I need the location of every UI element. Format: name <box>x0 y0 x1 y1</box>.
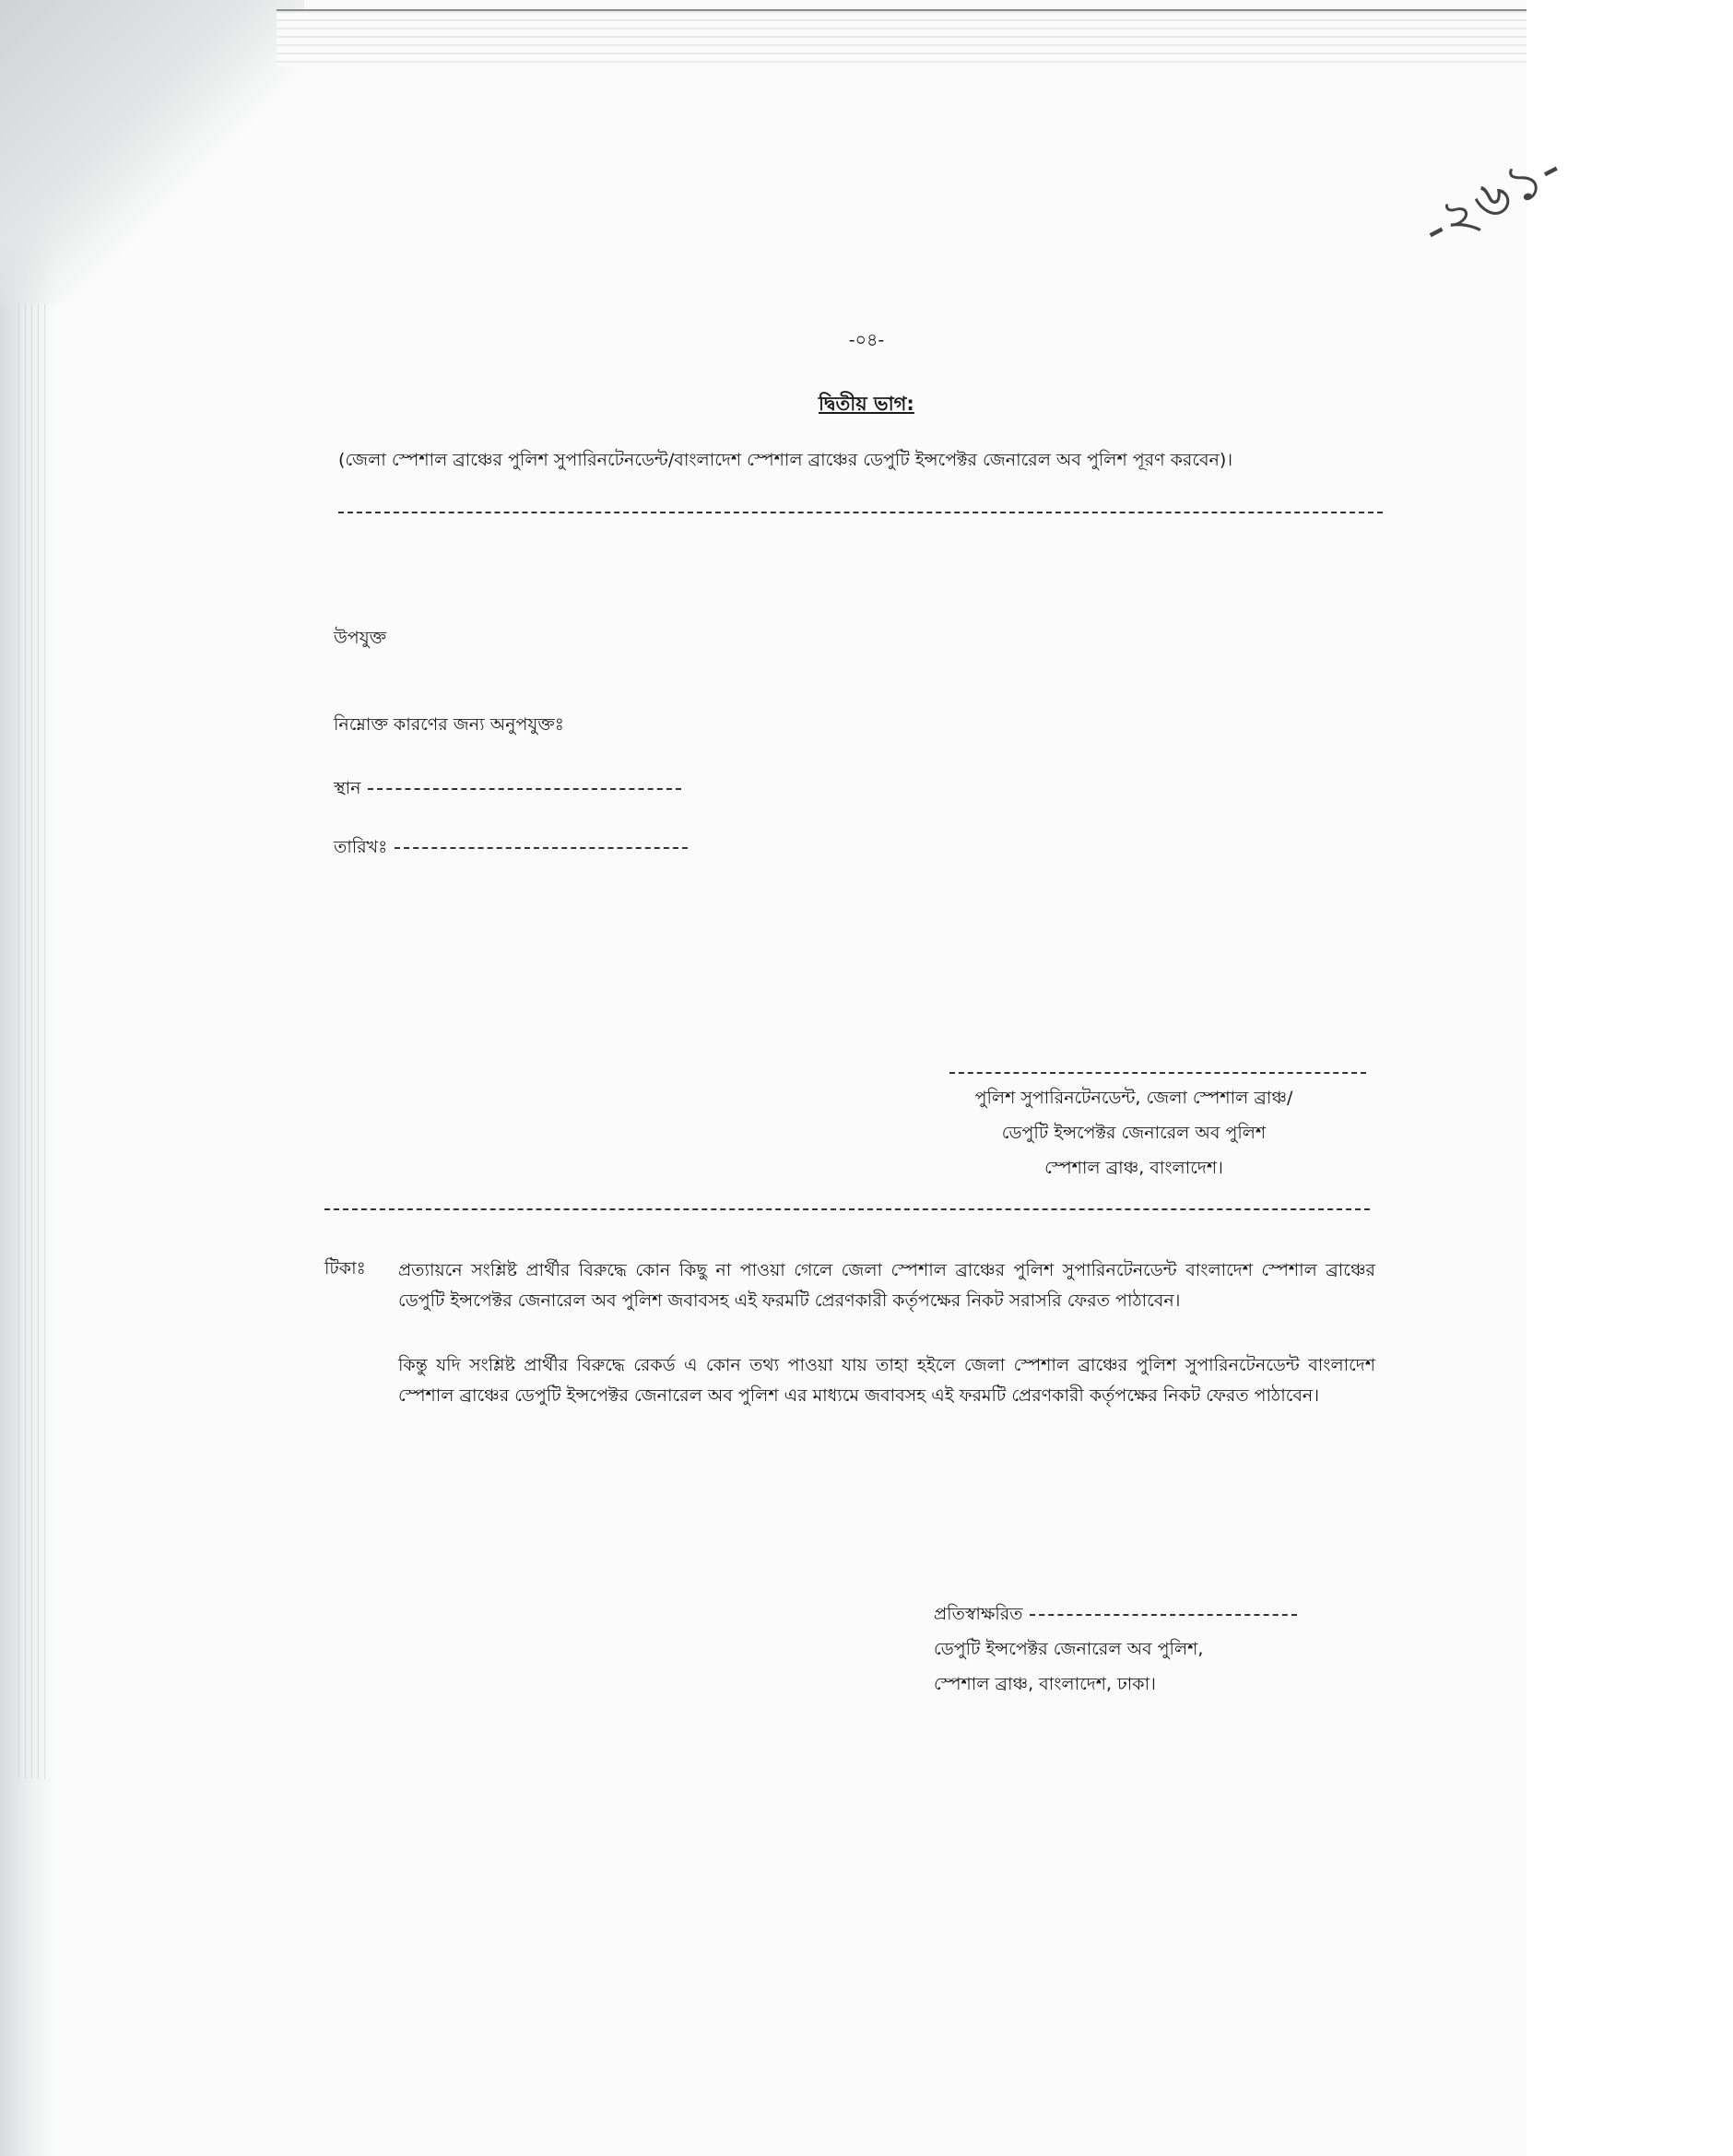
separator-line <box>324 1208 1370 1210</box>
folded-corner <box>0 0 304 304</box>
unsuitable-reason-label: নিম্নোক্ত কারণের জন্য অনুপযুক্তঃ <box>334 714 564 735</box>
countersign-label: প্রতিস্বাক্ষরিত <box>934 1604 1023 1624</box>
suitable-label: উপযুক্ত <box>334 628 387 648</box>
handwritten-page-mark: -২৬১- <box>1411 135 1574 261</box>
signature-line-1: পুলিশ সুপারিনটেনডেন্ট, জেলা স্পেশাল ব্রাঞ্চ/ <box>974 1088 1293 1108</box>
signature-line-3: স্পেশাল ব্রাঞ্চ, বাংলাদেশ। <box>1044 1158 1223 1178</box>
place-label: স্থান <box>334 778 361 798</box>
note-paragraph-2: কিন্তু যদি সংশ্লিষ্ট প্রার্থীর বিরুদ্ধে রেকর্ড এ কোন তথ্য পাওয়া যায় তাহা হইলে জেলা স্পেশাল ব্রাঞ্চের পুলিশ সুপারিনটেনডেন্ট বাংলাদেশ স্পেশাল ব্রাঞ্চের ডেপুটি ইন্সপেক্টর জেনারেল অব পুলিশ এর মাধ্যমে জবাবসহ এই ফরমটি প্রেরণকারী কর্তৃপক্ষের নিকট ফেরত পাঠাবেন। <box>398 1355 1375 1406</box>
signature-block <box>940 1080 1327 1185</box>
place-blank-line <box>368 788 681 790</box>
countersign-line-1: ডেপুটি ইন্সপেক্টর জেনারেল অব পুলিশ, <box>934 1639 1204 1659</box>
countersign-block <box>934 1596 1297 1702</box>
countersign-line-2: স্পেশাল ব্রাঞ্চ, বাংলাদেশ, ঢাকা। <box>934 1674 1156 1694</box>
stacked-page-edges <box>277 9 1527 66</box>
instruction-text: (জেলা স্পেশাল ব্রাঞ্চের পুলিশ সুপারিনটেনডেন্ট/বাংলাদেশ স্পেশাল ব্রাঞ্চের ডেপুটি ইন্সপেক্টর জেনারেল অব পুলিশ পূরণ করবেন)। <box>338 450 1233 470</box>
note-label: টিকাঃ <box>324 1258 366 1278</box>
separator-line <box>338 512 1383 513</box>
signature-line-2: ডেপুটি ইন্সপেক্টর জেনারেল অব পুলিশ <box>1001 1123 1267 1143</box>
left-page-edges <box>18 304 46 1779</box>
date-blank-line <box>395 847 688 849</box>
signature-line <box>949 1072 1366 1074</box>
date-field <box>334 834 688 864</box>
place-field <box>334 775 681 805</box>
countersign-blank-line <box>1030 1614 1297 1616</box>
date-label: তারিখঃ <box>334 837 388 857</box>
section-title: দ্বিতীয় ভাগ: <box>819 393 914 415</box>
page-number: -০৪- <box>848 330 885 350</box>
countersign-field <box>934 1596 1297 1632</box>
note-paragraph-1: প্রত্যায়নে সংশ্লিষ্ট প্রার্থীর বিরুদ্ধে কোন কিছু না পাওয়া গেলে জেলা স্পেশাল ব্রাঞ্চের পুলিশ সুপারিনটেনডেন্ট বাংলাদেশ স্পেশাল ব্রাঞ্চের ডেপুটি ইন্সপেক্টর জেনারেল অব পুলিশ জবাবসহ এই ফরমটি প্রেরণকারী কর্তৃপক্ষের নিকট সরাসরি ফেরত পাঠাবেন। <box>398 1260 1375 1311</box>
